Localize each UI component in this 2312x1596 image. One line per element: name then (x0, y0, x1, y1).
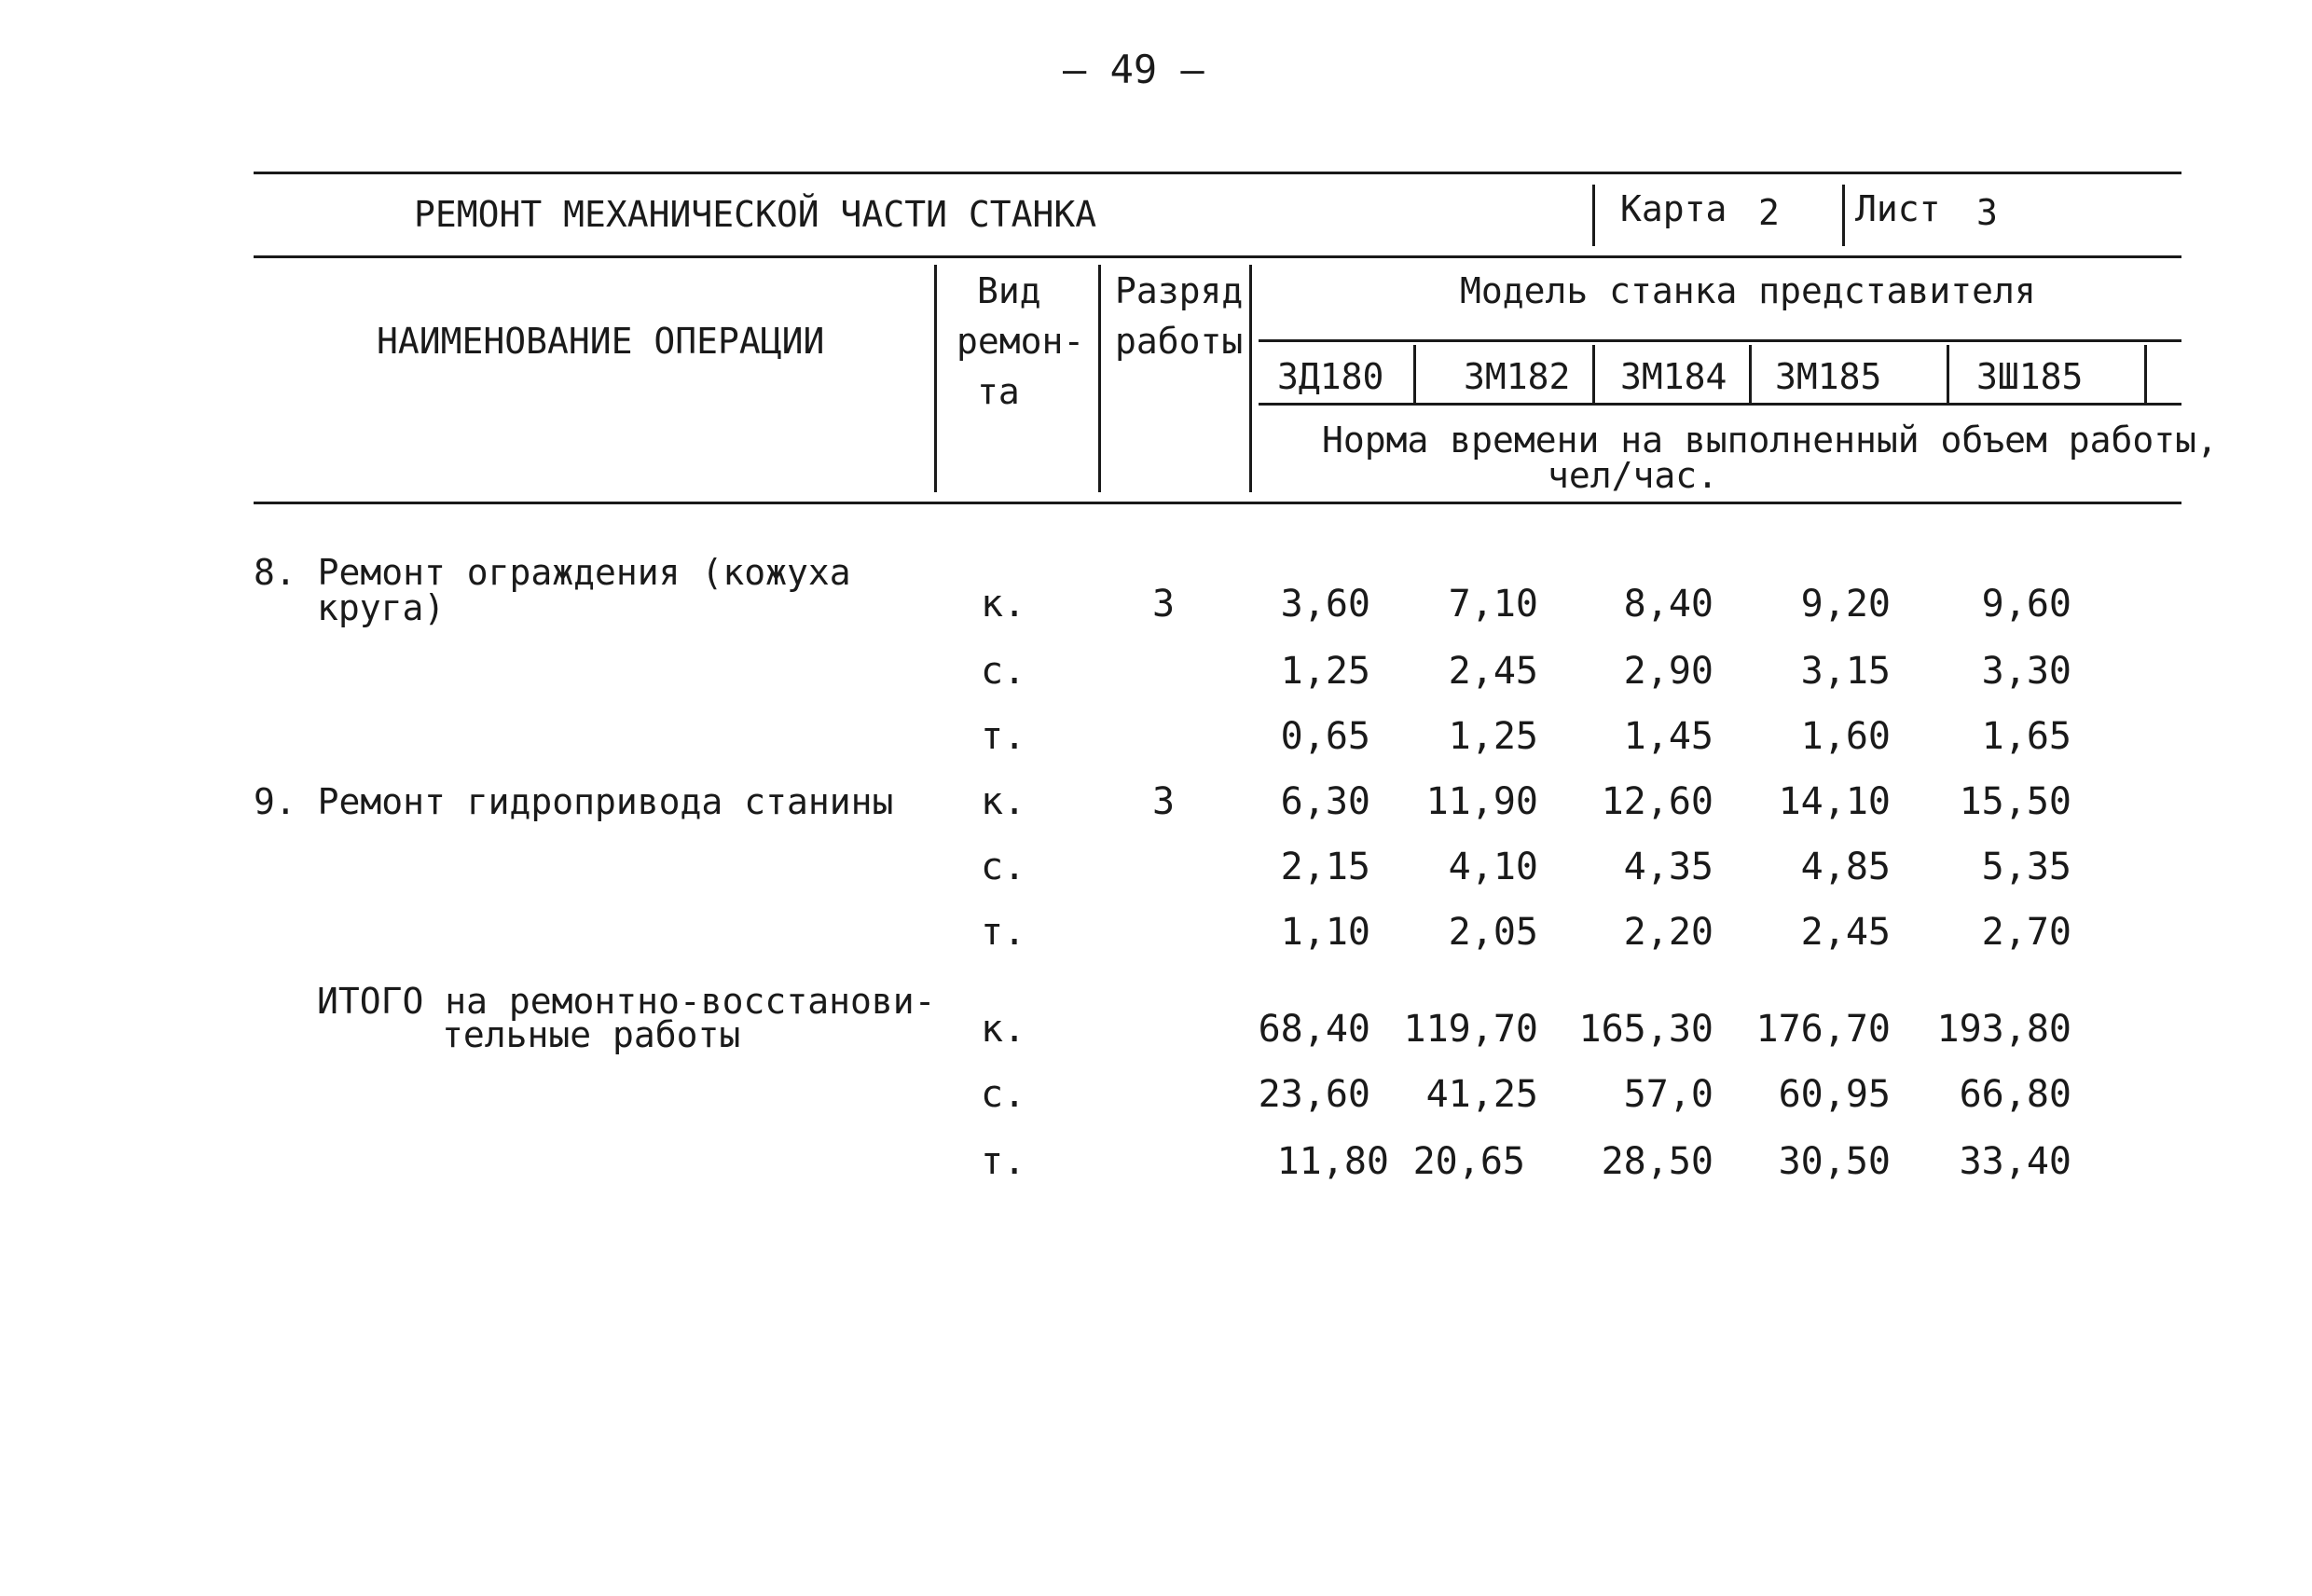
value-cell: 2,90 (1623, 650, 1713, 693)
value-cell: 11,90 (1425, 780, 1538, 823)
value-cell: 176,70 (1755, 1008, 1891, 1051)
top-rule (254, 172, 2181, 174)
header-bottom-rule (254, 502, 2181, 504)
repair-type-header-line1: Вид (977, 270, 1041, 311)
title-rule (254, 255, 2181, 258)
sheet-divider (1842, 185, 1845, 246)
value-cell: 14,10 (1778, 780, 1891, 823)
value-cell: 1,60 (1800, 715, 1891, 758)
value-cell: 28,50 (1601, 1140, 1713, 1183)
sheet-value: 3 (1976, 192, 1998, 233)
operation-9-grade: 3 (1152, 780, 1176, 823)
repair-type-header-line3: та (977, 371, 1020, 412)
value-cell: 4,10 (1448, 846, 1538, 888)
value-cell: 1,45 (1623, 715, 1713, 758)
value-cell: 2,45 (1448, 650, 1538, 693)
repair-kind: т. (981, 911, 1026, 954)
repair-kind: с. (981, 846, 1026, 888)
value-cell: 57,0 (1623, 1073, 1713, 1116)
value-cell: 8,40 (1623, 583, 1713, 626)
value-cell: 20,65 (1412, 1140, 1525, 1183)
model-names-rule (1259, 403, 2181, 406)
operation-8-name-line1: 8. Ремонт ограждения (кожуха (254, 552, 851, 593)
value-cell: 1,25 (1280, 650, 1370, 693)
value-cell: 1,25 (1448, 715, 1538, 758)
repair-kind: к. (981, 1008, 1026, 1051)
model-group-rule (1259, 339, 2181, 342)
grade-divider (1098, 265, 1101, 492)
operation-8-name-line2: круга) (317, 587, 446, 628)
value-cell: 3,60 (1280, 583, 1370, 626)
page-title: РЕМОНТ МЕХАНИЧЕСКОЙ ЧАСТИ СТАНКА (414, 194, 1097, 235)
card-label: Карта (1620, 188, 1727, 229)
value-cell: 41,25 (1425, 1073, 1538, 1116)
value-cell: 33,40 (1959, 1140, 2071, 1183)
value-cell: 68,40 (1258, 1008, 1370, 1051)
operation-column-header: НАИМЕНОВАНИЕ ОПЕРАЦИИ (377, 321, 825, 362)
model-separator-1 (1413, 345, 1416, 405)
value-cell: 0,65 (1280, 715, 1370, 758)
model-name-3: 3М184 (1620, 356, 1727, 397)
value-cell: 7,10 (1448, 583, 1538, 626)
card-value: 2 (1758, 192, 1780, 233)
model-separator-4 (1947, 345, 1949, 405)
total-name-line2: тельные работы (442, 1014, 741, 1055)
value-cell: 165,30 (1578, 1008, 1713, 1051)
value-cell: 11,80 (1276, 1140, 1389, 1183)
value-cell: 3,15 (1800, 650, 1891, 693)
value-cell: 193,80 (1936, 1008, 2071, 1051)
model-separator-3 (1749, 345, 1752, 405)
repair-kind: к. (981, 583, 1026, 626)
operation-8-grade: 3 (1152, 583, 1176, 626)
repair-kind: с. (981, 1073, 1026, 1116)
value-cell: 12,60 (1601, 780, 1713, 823)
model-separator-5 (2144, 345, 2147, 405)
value-cell: 66,80 (1959, 1073, 2071, 1116)
value-cell: 4,85 (1800, 846, 1891, 888)
value-cell: 60,95 (1778, 1073, 1891, 1116)
value-cell: 9,60 (1981, 583, 2071, 626)
repair-type-header-line2: ремон- (956, 321, 1085, 362)
total-name-line1: ИТОГО на ремонтно-восстанови- (317, 981, 936, 1022)
repair-kind: т. (981, 1140, 1026, 1183)
value-cell: 2,15 (1280, 846, 1370, 888)
norm-caption-line2: чел/час. (1548, 455, 1719, 496)
value-cell: 15,50 (1959, 780, 2071, 823)
value-cell: 6,30 (1280, 780, 1370, 823)
operation-9-name-line1: 9. Ремонт гидропривода станины (254, 781, 894, 822)
value-cell: 30,50 (1778, 1140, 1891, 1183)
model-name-1: 3Д180 (1277, 356, 1384, 397)
value-cell: 5,35 (1981, 846, 2071, 888)
model-name-4: 3М185 (1775, 356, 1882, 397)
grade-header-line1: Разряд (1115, 270, 1244, 311)
value-cell: 4,35 (1623, 846, 1713, 888)
value-cell: 1,10 (1280, 911, 1370, 954)
repair-kind: т. (981, 715, 1026, 758)
model-name-2: 3М182 (1464, 356, 1571, 397)
model-name-5: 3Ш185 (1976, 356, 2084, 397)
repair-kind: с. (981, 650, 1026, 693)
norm-caption-line1: Норма времени на выполненный объем работы, (1322, 420, 2218, 461)
value-cell: 2,45 (1800, 911, 1891, 954)
page-number: – 49 – (1063, 47, 1204, 92)
value-cell: 2,05 (1448, 911, 1538, 954)
value-cell: 2,70 (1981, 911, 2071, 954)
grade-header-line2: работы (1115, 321, 1244, 362)
model-group-header: Модель станка представителя (1460, 270, 2036, 311)
value-cell: 2,20 (1623, 911, 1713, 954)
model-divider (1249, 265, 1252, 492)
card-divider (1592, 185, 1595, 246)
value-cell: 119,70 (1403, 1008, 1538, 1051)
repair-type-divider (934, 265, 937, 492)
model-separator-2 (1592, 345, 1595, 405)
repair-kind: к. (981, 780, 1026, 823)
value-cell: 23,60 (1258, 1073, 1370, 1116)
value-cell: 3,30 (1981, 650, 2071, 693)
sheet-label: Лист (1855, 188, 1941, 229)
value-cell: 9,20 (1800, 583, 1891, 626)
value-cell: 1,65 (1981, 715, 2071, 758)
